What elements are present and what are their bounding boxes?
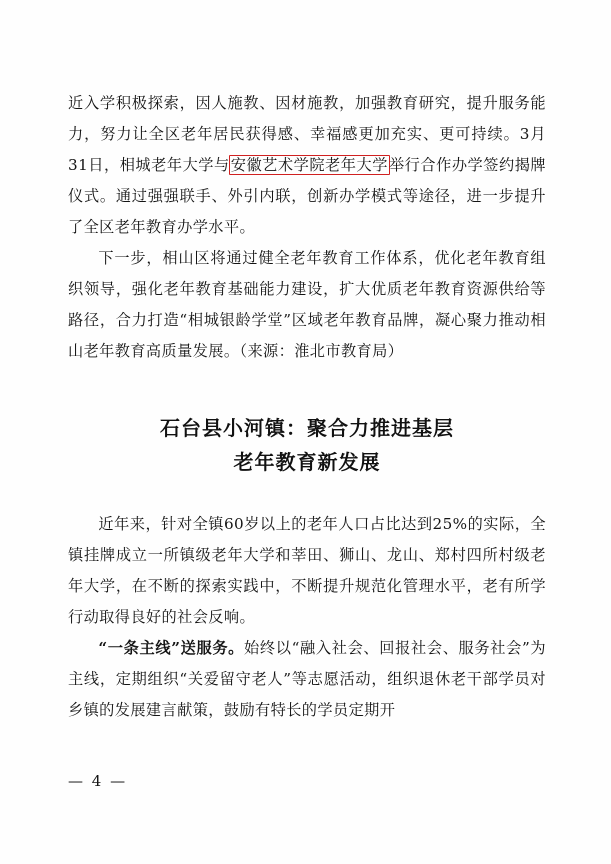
- paragraph-4-text: 始终以“融入社会、回报社会、服务社会”为主线，定期组织“关爱留守老人”等志愿活动，组织退休老干部学员对乡镇的发展建言献策，鼓励有特长的学员定期开: [68, 639, 546, 719]
- page-footer: [68, 772, 546, 790]
- paragraph-1-segment-3: 举行合作办学签约揭牌仪式。通过强强联手、外引内联，创新办学模式等途径，进一步提升了全区老年教育办学水平。: [68, 156, 547, 236]
- document-content: [68, 88, 546, 726]
- paragraph-3: [68, 509, 546, 633]
- paragraph-2-text: 下一步，相山区将通过健全老年教育工作体系，优化老年教育组织领导，强化老年教育基础能力建设，扩大优质老年教育资源供给等路径，合力打造“相城银龄学堂”区域老年教育品牌，凝心聚力推动相山老年教育高质量发展。（来源：淮北市教育局）: [68, 249, 546, 360]
- highlighted-phrase: 安徽艺术学院老年大学: [230, 156, 388, 174]
- page-number: — 4 —: [68, 772, 128, 790]
- paragraph-1: [68, 88, 546, 243]
- paragraph-4: [68, 633, 546, 726]
- paragraph-1-segment-1: 近入学积极探索，因人施教、因材施教，加强教育研究，提升服务能力，努力让全区老年居民获得感、幸福感更加充实、更可持续。3月31日，相城老年大学与: [68, 94, 546, 174]
- paragraph-2: [68, 243, 546, 367]
- headline-line-1: 石台县小河镇：聚合力推进基层: [160, 416, 454, 440]
- paragraph-3-text: 近年来，针对全镇60岁以上的老年人口占比达到25%的实际，全镇挂牌成立一所镇级老年大学和莘田、狮山、龙山、郑村四所村级老年大学，在不断的探索实践中，不断提升规范化管理水平，老有所学行动取得良好的社会反响。: [68, 515, 546, 626]
- section-headline: [68, 411, 546, 479]
- headline-line-2: 老年教育新发展: [233, 450, 381, 474]
- paragraph-4-lead: “一条主线”送服务。: [98, 639, 245, 657]
